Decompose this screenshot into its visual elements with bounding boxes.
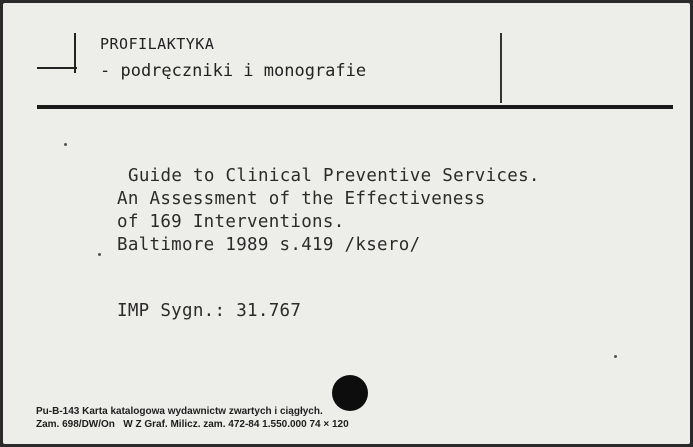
footer-line-1: Pu-B-143 Karta katalogowa wydawnictw zwartych i ciągłych. [36, 406, 323, 417]
call-number: IMP Sygn.: 31.767 [117, 301, 302, 321]
footer-line-2: Zam. 698/DW/On W Z Graf. Milicz. zam. 472-84 1.550.000 74 × 120 [36, 419, 349, 430]
header-rule [37, 105, 673, 109]
speck [614, 355, 617, 358]
header-divider [500, 33, 502, 103]
title-line-3: of 169 Interventions. [117, 212, 345, 232]
title-line-2: An Assessment of the Effectiveness [117, 189, 486, 209]
corner-mark-horizontal [37, 67, 77, 69]
imprint-line: Baltimore 1989 s.419 /ksero/ [117, 235, 421, 255]
title-line-1: Guide to Clinical Preventive Services. [128, 166, 540, 186]
punch-hole [332, 375, 368, 411]
subject-subheading: - podręczniki i monografie [100, 61, 367, 81]
catalog-card [3, 3, 690, 444]
speck [64, 143, 67, 146]
subject-heading: PROFILAKTYKA [100, 35, 215, 53]
speck [98, 253, 101, 256]
